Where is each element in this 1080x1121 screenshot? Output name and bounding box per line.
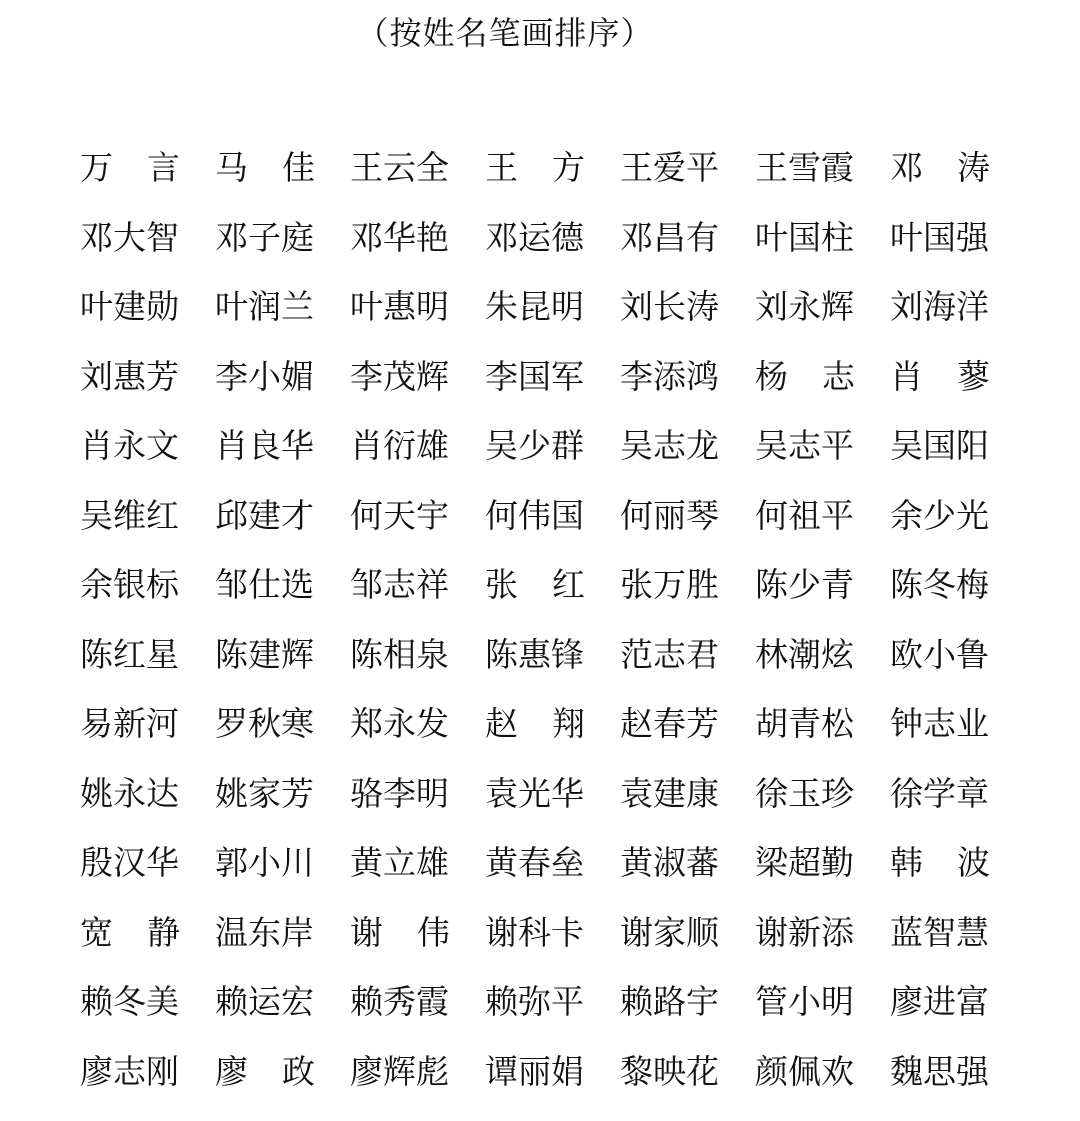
name-entry: 郭小川	[215, 843, 314, 883]
name-entry: 张万胜	[620, 565, 719, 605]
name-entry: 刘海洋	[890, 287, 989, 327]
name-entry: 陈少青	[755, 565, 854, 605]
name-char: 政	[282, 1051, 315, 1091]
name-entry: 徐学章	[890, 773, 989, 813]
name-char: 翔	[552, 704, 585, 744]
name-entry: 林潮炫	[755, 634, 854, 674]
name-entry: 邓运德	[485, 217, 584, 257]
name-char: 赵	[485, 704, 518, 744]
name-entry: 胡青松	[755, 704, 854, 744]
name-entry: 谢新添	[755, 912, 854, 952]
name-char: 佳	[282, 148, 315, 188]
name-entry: 易新河	[80, 704, 179, 744]
name-entry: 邱建才	[215, 495, 314, 535]
name-entry: 赖路宇	[620, 982, 719, 1022]
name-entry: 赖冬美	[80, 982, 179, 1022]
name-entry: 陈惠锋	[485, 634, 584, 674]
name-char: 韩	[890, 843, 923, 883]
name-char: 静	[147, 912, 180, 952]
name-entry: 李茂辉	[350, 356, 449, 396]
name-char: 宽	[80, 912, 113, 952]
name-entry: 邹仕选	[215, 565, 314, 605]
name-entry: 徐玉珍	[755, 773, 854, 813]
name-entry: 邓大智	[80, 217, 179, 257]
name-char: 波	[957, 843, 990, 883]
name-entry: 蓝智慧	[890, 912, 989, 952]
name-entry: 李小媚	[215, 356, 314, 396]
name-entry: 吴志龙	[620, 426, 719, 466]
name-entry	[890, 133, 990, 203]
name-entry	[485, 133, 585, 203]
name-entry: 刘惠芳	[80, 356, 179, 396]
name-char: 言	[147, 148, 180, 188]
name-entry: 谢家顺	[620, 912, 719, 952]
name-entry	[755, 342, 855, 412]
name-entry: 余银标	[80, 565, 179, 605]
name-entry	[485, 689, 585, 759]
name-entry	[350, 898, 450, 968]
name-entry: 肖良华	[215, 426, 314, 466]
name-entry: 王雪霞	[755, 148, 854, 188]
name-entry: 黄立雄	[350, 843, 449, 883]
name-entry: 李添鸿	[620, 356, 719, 396]
name-char: 万	[80, 148, 113, 188]
name-entry: 颜佩欢	[755, 1051, 854, 1091]
name-entry: 黎映花	[620, 1051, 719, 1091]
name-entry: 李国军	[485, 356, 584, 396]
name-entry: 魏思强	[890, 1051, 989, 1091]
name-entry: 何丽琴	[620, 495, 719, 535]
name-entry: 余少光	[890, 495, 989, 535]
name-entry: 罗秋寒	[215, 704, 314, 744]
name-entry: 肖衍雄	[350, 426, 449, 466]
name-entry: 叶润兰	[215, 287, 314, 327]
name-entry: 姚家芳	[215, 773, 314, 813]
name-entry: 谭丽娟	[485, 1051, 584, 1091]
name-entry: 姚永达	[80, 773, 179, 813]
name-entry: 谢科卡	[485, 912, 584, 952]
name-entry: 何天宇	[350, 495, 449, 535]
name-entry: 吴志平	[755, 426, 854, 466]
name-entry: 陈冬梅	[890, 565, 989, 605]
name-entry	[890, 828, 990, 898]
name-entry: 吴国阳	[890, 426, 989, 466]
name-list	[80, 133, 1025, 1106]
name-char: 伟	[417, 912, 450, 952]
name-entry	[215, 133, 315, 203]
name-char: 红	[552, 565, 585, 605]
name-entry: 王云全	[350, 148, 449, 188]
name-entry	[80, 898, 180, 968]
name-entry: 廖辉彪	[350, 1051, 449, 1091]
name-entry: 廖志刚	[80, 1051, 179, 1091]
name-entry: 殷汉华	[80, 843, 179, 883]
name-entry: 骆李明	[350, 773, 449, 813]
name-entry: 廖进富	[890, 982, 989, 1022]
name-char: 杨	[755, 356, 788, 396]
name-entry: 刘长涛	[620, 287, 719, 327]
name-entry: 梁超勤	[755, 843, 854, 883]
name-char: 志	[822, 356, 855, 396]
name-entry: 赖秀霞	[350, 982, 449, 1022]
name-entry: 赵春芳	[620, 704, 719, 744]
name-entry: 黄春垒	[485, 843, 584, 883]
name-entry: 欧小鲁	[890, 634, 989, 674]
name-entry: 陈红星	[80, 634, 179, 674]
name-char: 张	[485, 565, 518, 605]
name-entry: 邓华艳	[350, 217, 449, 257]
name-entry: 叶建勋	[80, 287, 179, 327]
name-entry: 赖运宏	[215, 982, 314, 1022]
name-entry: 陈相泉	[350, 634, 449, 674]
name-entry: 袁光华	[485, 773, 584, 813]
name-entry	[485, 550, 585, 620]
name-entry: 邓子庭	[215, 217, 314, 257]
name-entry: 袁建康	[620, 773, 719, 813]
name-entry: 肖永文	[80, 426, 179, 466]
name-entry: 陈建辉	[215, 634, 314, 674]
name-entry	[80, 133, 180, 203]
name-entry: 赖弥平	[485, 982, 584, 1022]
name-char: 邓	[890, 148, 923, 188]
name-char: 肖	[890, 356, 923, 396]
name-entry: 朱昆明	[485, 287, 584, 327]
name-entry: 邹志祥	[350, 565, 449, 605]
name-entry: 叶国柱	[755, 217, 854, 257]
name-char: 涛	[957, 148, 990, 188]
name-char: 马	[215, 148, 248, 188]
name-entry: 叶国强	[890, 217, 989, 257]
name-entry: 何祖平	[755, 495, 854, 535]
name-entry: 刘永辉	[755, 287, 854, 327]
name-entry: 邓昌有	[620, 217, 719, 257]
name-entry: 吴少群	[485, 426, 584, 466]
name-entry: 管小明	[755, 982, 854, 1022]
name-entry: 何伟国	[485, 495, 584, 535]
name-char: 谢	[350, 912, 383, 952]
name-char: 蓼	[957, 356, 990, 396]
name-char: 廖	[215, 1051, 248, 1091]
name-entry	[890, 342, 990, 412]
name-char: 方	[552, 148, 585, 188]
name-entry: 郑永发	[350, 704, 449, 744]
page-title: （按姓名笔画排序）	[356, 14, 654, 52]
name-entry: 范志君	[620, 634, 719, 674]
name-entry: 吴维红	[80, 495, 179, 535]
name-entry: 钟志业	[890, 704, 989, 744]
name-entry	[215, 1037, 315, 1107]
name-char: 王	[485, 148, 518, 188]
name-entry: 叶惠明	[350, 287, 449, 327]
name-entry: 温东岸	[215, 912, 314, 952]
name-entry: 王爱平	[620, 148, 719, 188]
name-entry: 黄淑蕃	[620, 843, 719, 883]
